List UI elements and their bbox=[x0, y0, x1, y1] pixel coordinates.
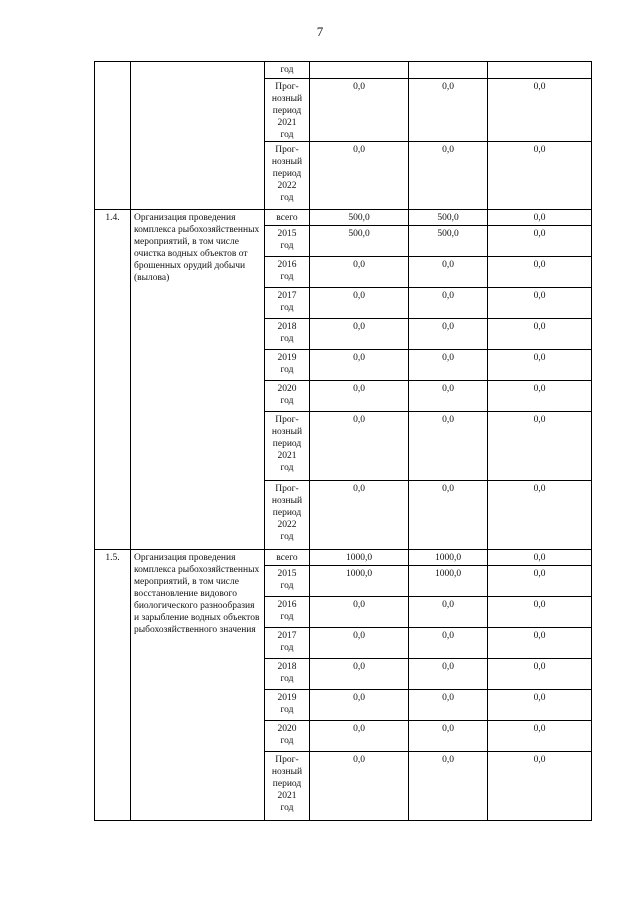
value-total-cell: 0,0 bbox=[310, 79, 409, 142]
value-budget-cell: 0,0 bbox=[409, 79, 488, 142]
value-budget-cell: 1000,0 bbox=[409, 550, 488, 566]
value-total-cell: 0,0 bbox=[310, 142, 409, 210]
value-budget-cell: 0,0 bbox=[409, 350, 488, 381]
value-other-cell: 0,0 bbox=[488, 142, 592, 210]
item-name bbox=[131, 62, 265, 210]
value-budget-cell: 0,0 bbox=[409, 481, 488, 550]
value-budget-cell: 0,0 bbox=[409, 319, 488, 350]
value-other-cell: 0,0 bbox=[488, 659, 592, 690]
value-other-cell: 0,0 bbox=[488, 288, 592, 319]
item-number: 1.4. bbox=[95, 210, 131, 550]
period-cell: 2020 год bbox=[265, 381, 310, 412]
value-total-cell: 0,0 bbox=[310, 752, 409, 821]
value-other-cell: 0,0 bbox=[488, 550, 592, 566]
period-cell: год bbox=[265, 62, 310, 79]
value-other-cell: 0,0 bbox=[488, 481, 592, 550]
period-cell: 2020 год bbox=[265, 721, 310, 752]
value-budget-cell: 0,0 bbox=[409, 142, 488, 210]
period-cell: 2017 год bbox=[265, 288, 310, 319]
value-budget-cell: 0,0 bbox=[409, 752, 488, 821]
page-number: 7 bbox=[316, 24, 324, 39]
period-cell: Прог- нозный период 2021 год bbox=[265, 412, 310, 481]
value-other-cell: 0,0 bbox=[488, 319, 592, 350]
period-cell: Прог- нозный период 2022 год bbox=[265, 481, 310, 550]
item-name: Организация проведения комплекса рыбохозяйственных мероприятий, в том числе восстановление видового биологического разнообразия и зарыбление водных объектов рыбохозяйственного значения bbox=[131, 550, 265, 821]
period-cell: 2017 год bbox=[265, 628, 310, 659]
period-cell: всего bbox=[265, 550, 310, 566]
value-other-cell: 0,0 bbox=[488, 79, 592, 142]
table-row bbox=[95, 62, 592, 79]
value-budget-cell: 0,0 bbox=[409, 412, 488, 481]
value-budget-cell: 500,0 bbox=[409, 210, 488, 226]
period-cell: 2015 год bbox=[265, 226, 310, 257]
value-other-cell: 0,0 bbox=[488, 628, 592, 659]
value-total-cell: 500,0 bbox=[310, 226, 409, 257]
value-other-cell: 0,0 bbox=[488, 597, 592, 628]
period-cell: 2019 год bbox=[265, 350, 310, 381]
value-other-cell: 0,0 bbox=[488, 350, 592, 381]
value-budget-cell: 0,0 bbox=[409, 597, 488, 628]
value-budget-cell: 0,0 bbox=[409, 721, 488, 752]
value-other-cell: 0,0 bbox=[488, 566, 592, 597]
value-budget-cell: 0,0 bbox=[409, 628, 488, 659]
value-other-cell: 0,0 bbox=[488, 752, 592, 821]
value-total-cell: 0,0 bbox=[310, 257, 409, 288]
period-cell: Прог- нозный период 2022 год bbox=[265, 142, 310, 210]
period-cell: всего bbox=[265, 210, 310, 226]
value-other-cell: 0,0 bbox=[488, 381, 592, 412]
period-cell: 2015 год bbox=[265, 566, 310, 597]
value-other-cell bbox=[488, 62, 592, 79]
period-cell: 2016 год bbox=[265, 257, 310, 288]
value-total-cell: 0,0 bbox=[310, 350, 409, 381]
period-cell: Прог- нозный период 2021 год bbox=[265, 79, 310, 142]
item-number bbox=[95, 62, 131, 210]
value-other-cell: 0,0 bbox=[488, 226, 592, 257]
table-row bbox=[95, 550, 592, 566]
value-total-cell: 500,0 bbox=[310, 210, 409, 226]
value-total-cell: 0,0 bbox=[310, 721, 409, 752]
value-budget-cell: 0,0 bbox=[409, 659, 488, 690]
item-name: Организация проведения комплекса рыбохозяйственных мероприятий, в том числе очистка водных объектов от брошенных орудий добычи (вылова) bbox=[131, 210, 265, 550]
value-total-cell: 0,0 bbox=[310, 597, 409, 628]
value-budget-cell: 0,0 bbox=[409, 288, 488, 319]
table-row bbox=[95, 210, 592, 226]
value-total-cell: 0,0 bbox=[310, 481, 409, 550]
value-other-cell: 0,0 bbox=[488, 210, 592, 226]
value-total-cell: 1000,0 bbox=[310, 566, 409, 597]
item-number: 1.5. bbox=[95, 550, 131, 821]
value-budget-cell: 0,0 bbox=[409, 690, 488, 721]
value-total-cell: 0,0 bbox=[310, 412, 409, 481]
value-total-cell: 0,0 bbox=[310, 319, 409, 350]
value-budget-cell: 500,0 bbox=[409, 226, 488, 257]
value-budget-cell: 1000,0 bbox=[409, 566, 488, 597]
budget-table bbox=[94, 61, 592, 821]
value-other-cell: 0,0 bbox=[488, 412, 592, 481]
value-total-cell: 0,0 bbox=[310, 659, 409, 690]
period-cell: Прог- нозный период 2021 год bbox=[265, 752, 310, 821]
period-cell: 2019 год bbox=[265, 690, 310, 721]
period-cell: 2018 год bbox=[265, 319, 310, 350]
period-cell: 2018 год bbox=[265, 659, 310, 690]
value-budget-cell bbox=[409, 62, 488, 79]
value-other-cell: 0,0 bbox=[488, 690, 592, 721]
period-cell: 2016 год bbox=[265, 597, 310, 628]
value-total-cell: 0,0 bbox=[310, 690, 409, 721]
value-other-cell: 0,0 bbox=[488, 257, 592, 288]
value-budget-cell: 0,0 bbox=[409, 381, 488, 412]
value-budget-cell: 0,0 bbox=[409, 257, 488, 288]
value-total-cell: 0,0 bbox=[310, 628, 409, 659]
value-total-cell: 1000,0 bbox=[310, 550, 409, 566]
value-total-cell: 0,0 bbox=[310, 381, 409, 412]
value-total-cell: 0,0 bbox=[310, 288, 409, 319]
value-total-cell bbox=[310, 62, 409, 79]
value-other-cell: 0,0 bbox=[488, 721, 592, 752]
